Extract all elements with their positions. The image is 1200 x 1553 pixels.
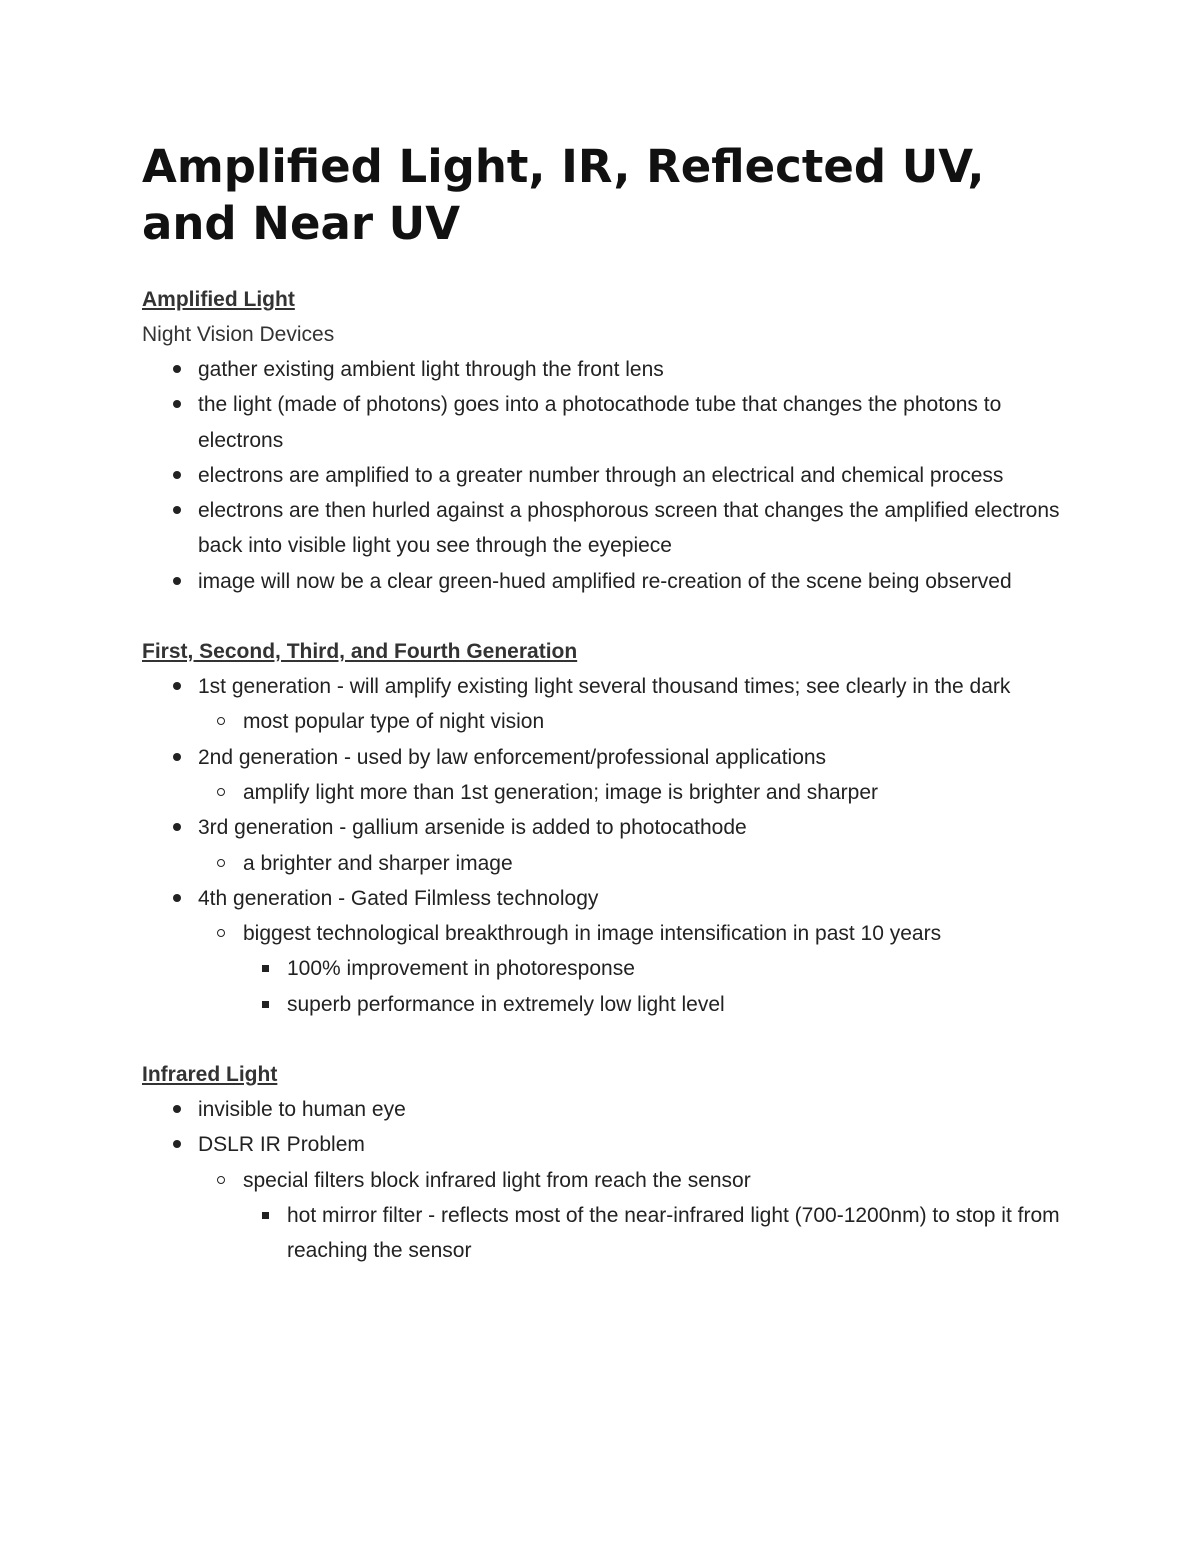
bullet-disc-icon [173, 1105, 181, 1113]
list-item-gen2: 2nd generation - used by law enforcement/professional applications [142, 740, 1062, 775]
list-item: a brighter and sharper image [142, 846, 1062, 881]
bullet-circle-icon [217, 788, 225, 796]
gen2-sublist [142, 775, 1062, 810]
bullet-disc-icon [173, 682, 181, 690]
gen4-sublist [142, 916, 1062, 951]
document-page [142, 138, 1062, 1269]
bullet-square-icon [262, 965, 269, 972]
list-item: special filters block infrared light from reach the sensor [142, 1163, 1062, 1198]
subheading-night-vision-devices: Night Vision Devices [142, 323, 335, 346]
gen3-sublist [142, 846, 1062, 881]
bullet-circle-icon [217, 859, 225, 867]
list-item-gen4: 4th generation - Gated Filmless technology [142, 881, 1062, 916]
bullet-circle-icon [217, 929, 225, 937]
gen4-subsublist [142, 951, 1062, 1022]
section-heading-generations: First, Second, Third, and Fourth Generation [142, 640, 578, 664]
list-item: amplify light more than 1st generation; image is brighter and sharper [142, 775, 1062, 810]
bullet-circle-icon [217, 1176, 225, 1184]
generations-list-3 [142, 810, 1062, 845]
bullet-disc-icon [173, 1140, 181, 1148]
list-item: electrons are then hurled against a phosphorous screen that changes the amplified electrons back into visible light you see through the eyepiece [142, 493, 1062, 564]
list-item: hot mirror filter - reflects most of the near-infrared light (700-1200nm) to stop it from reaching the sensor [142, 1198, 1062, 1269]
list-item: DSLR IR Problem [142, 1127, 1062, 1162]
generations-list [142, 669, 1062, 704]
list-item: 100% improvement in photoresponse [142, 951, 1062, 986]
section-heading-amplified-light: Amplified Light [142, 288, 295, 311]
bullet-disc-icon [173, 506, 181, 514]
bullet-disc-icon [173, 894, 181, 902]
bullet-square-icon [262, 1001, 269, 1008]
infrared-sublist [142, 1163, 1062, 1198]
list-item: invisible to human eye [142, 1092, 1062, 1127]
list-item: the light (made of photons) goes into a photocathode tube that changes the photons to electrons [142, 387, 1062, 458]
amplified-light-list [142, 352, 1062, 599]
list-item-gen3: 3rd generation - gallium arsenide is added to photocathode [142, 810, 1062, 845]
bullet-disc-icon [173, 753, 181, 761]
bullet-square-icon [262, 1212, 269, 1219]
infrared-subsublist [142, 1198, 1062, 1269]
list-item: most popular type of night vision [142, 704, 1062, 739]
list-item-gen1: 1st generation - will amplify existing light several thousand times; see clearly in the dark [142, 669, 1062, 704]
infrared-list [142, 1092, 1062, 1163]
bullet-disc-icon [173, 823, 181, 831]
bullet-disc-icon [173, 471, 181, 479]
gen1-sublist [142, 704, 1062, 739]
list-item: image will now be a clear green-hued amplified re-creation of the scene being observed [142, 564, 1062, 599]
bullet-disc-icon [173, 365, 181, 373]
list-item: gather existing ambient light through the front lens [142, 352, 1062, 387]
section-heading-infrared-light: Infrared Light [142, 1063, 278, 1087]
list-item: electrons are amplified to a greater number through an electrical and chemical process [142, 458, 1062, 493]
generations-list-4 [142, 881, 1062, 916]
bullet-disc-icon [173, 577, 181, 585]
list-item: biggest technological breakthrough in image intensification in past 10 years [142, 916, 1062, 951]
bullet-disc-icon [173, 400, 181, 408]
list-item: superb performance in extremely low light level [142, 987, 1062, 1022]
bullet-circle-icon [217, 717, 225, 725]
generations-list-2 [142, 740, 1062, 775]
document-title: Amplified Light, IR, Reflected UV, and Near UV [142, 140, 985, 250]
